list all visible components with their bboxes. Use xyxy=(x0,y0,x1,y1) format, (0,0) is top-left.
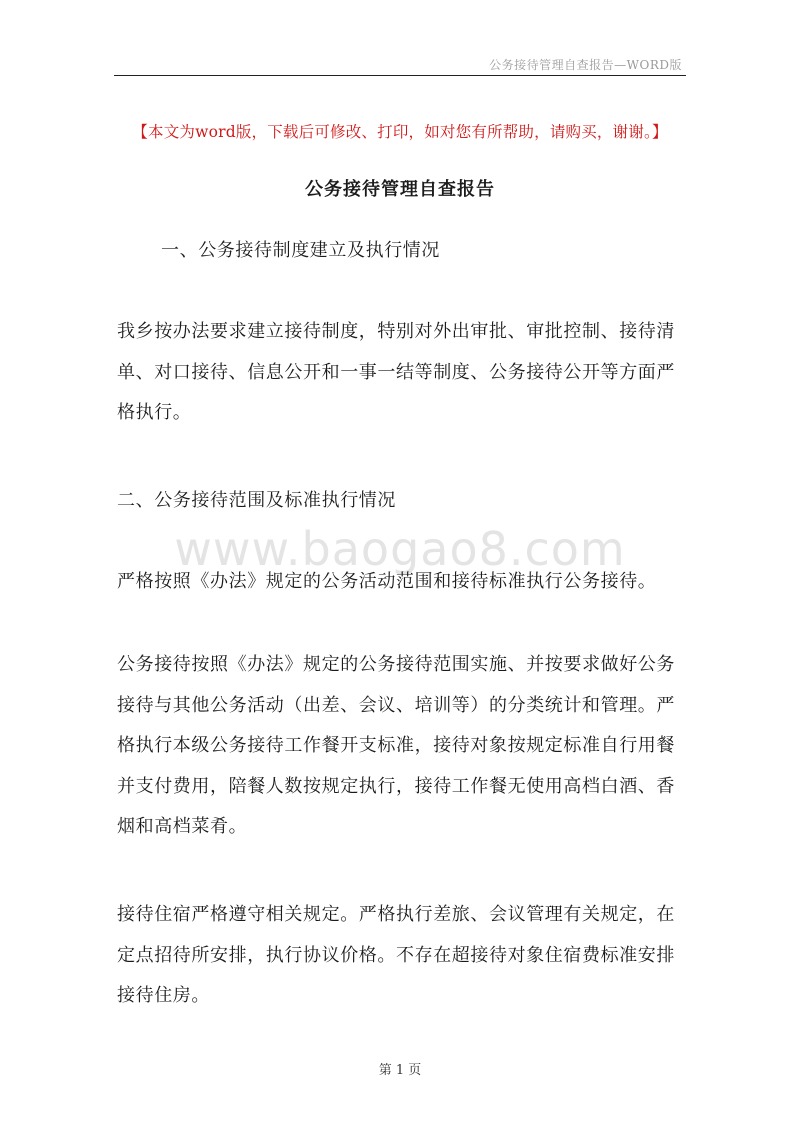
header-divider xyxy=(114,75,686,76)
paragraph-4: 接待住宿严格遵守相关规定。严格执行差旅、会议管理有关规定，在定点招待所安排，执行协议价格。不存在超接待对象住宿费标准安排接待住房。 xyxy=(117,904,675,1006)
page-number: 第 1 页 xyxy=(378,1063,422,1078)
watermark: www.baogao8.com xyxy=(174,522,626,576)
download-notice: 【本文为word版，下载后可修改、打印，如对您有所帮助，请购买，谢谢。】 xyxy=(132,123,668,141)
running-header: 公务接待管理自查报告—WORD版 xyxy=(489,58,682,72)
paragraph-2: 严格按照《办法》规定的公务活动范围和接待标准执行公务接待。 xyxy=(117,571,657,592)
section-heading-1: 一、公务接待制度建立及执行情况 xyxy=(161,240,440,261)
document-title: 公务接待管理自查报告 xyxy=(305,179,495,200)
paragraph-3: 公务接待按照《办法》规定的公务接待范围实施、并按要求做好公务接待与其他公务活动（出差、会议、培训等）的分类统计和管理。严格执行本级公务接待工作餐开支标准，接待对象按规定标准自行用餐并支付费用，陪餐人数按规定执行，接待工作餐无使用高档白酒、香烟和高档菜肴。 xyxy=(117,654,675,837)
paragraph-1: 我乡按办法要求建立接待制度，特别对外出审批、审批控制、接待清单、对口接待、信息公开和一事一结等制度、公务接待公开等方面严格执行。 xyxy=(117,321,675,423)
section-heading-2: 二、公务接待范围及标准执行情况 xyxy=(117,490,396,511)
